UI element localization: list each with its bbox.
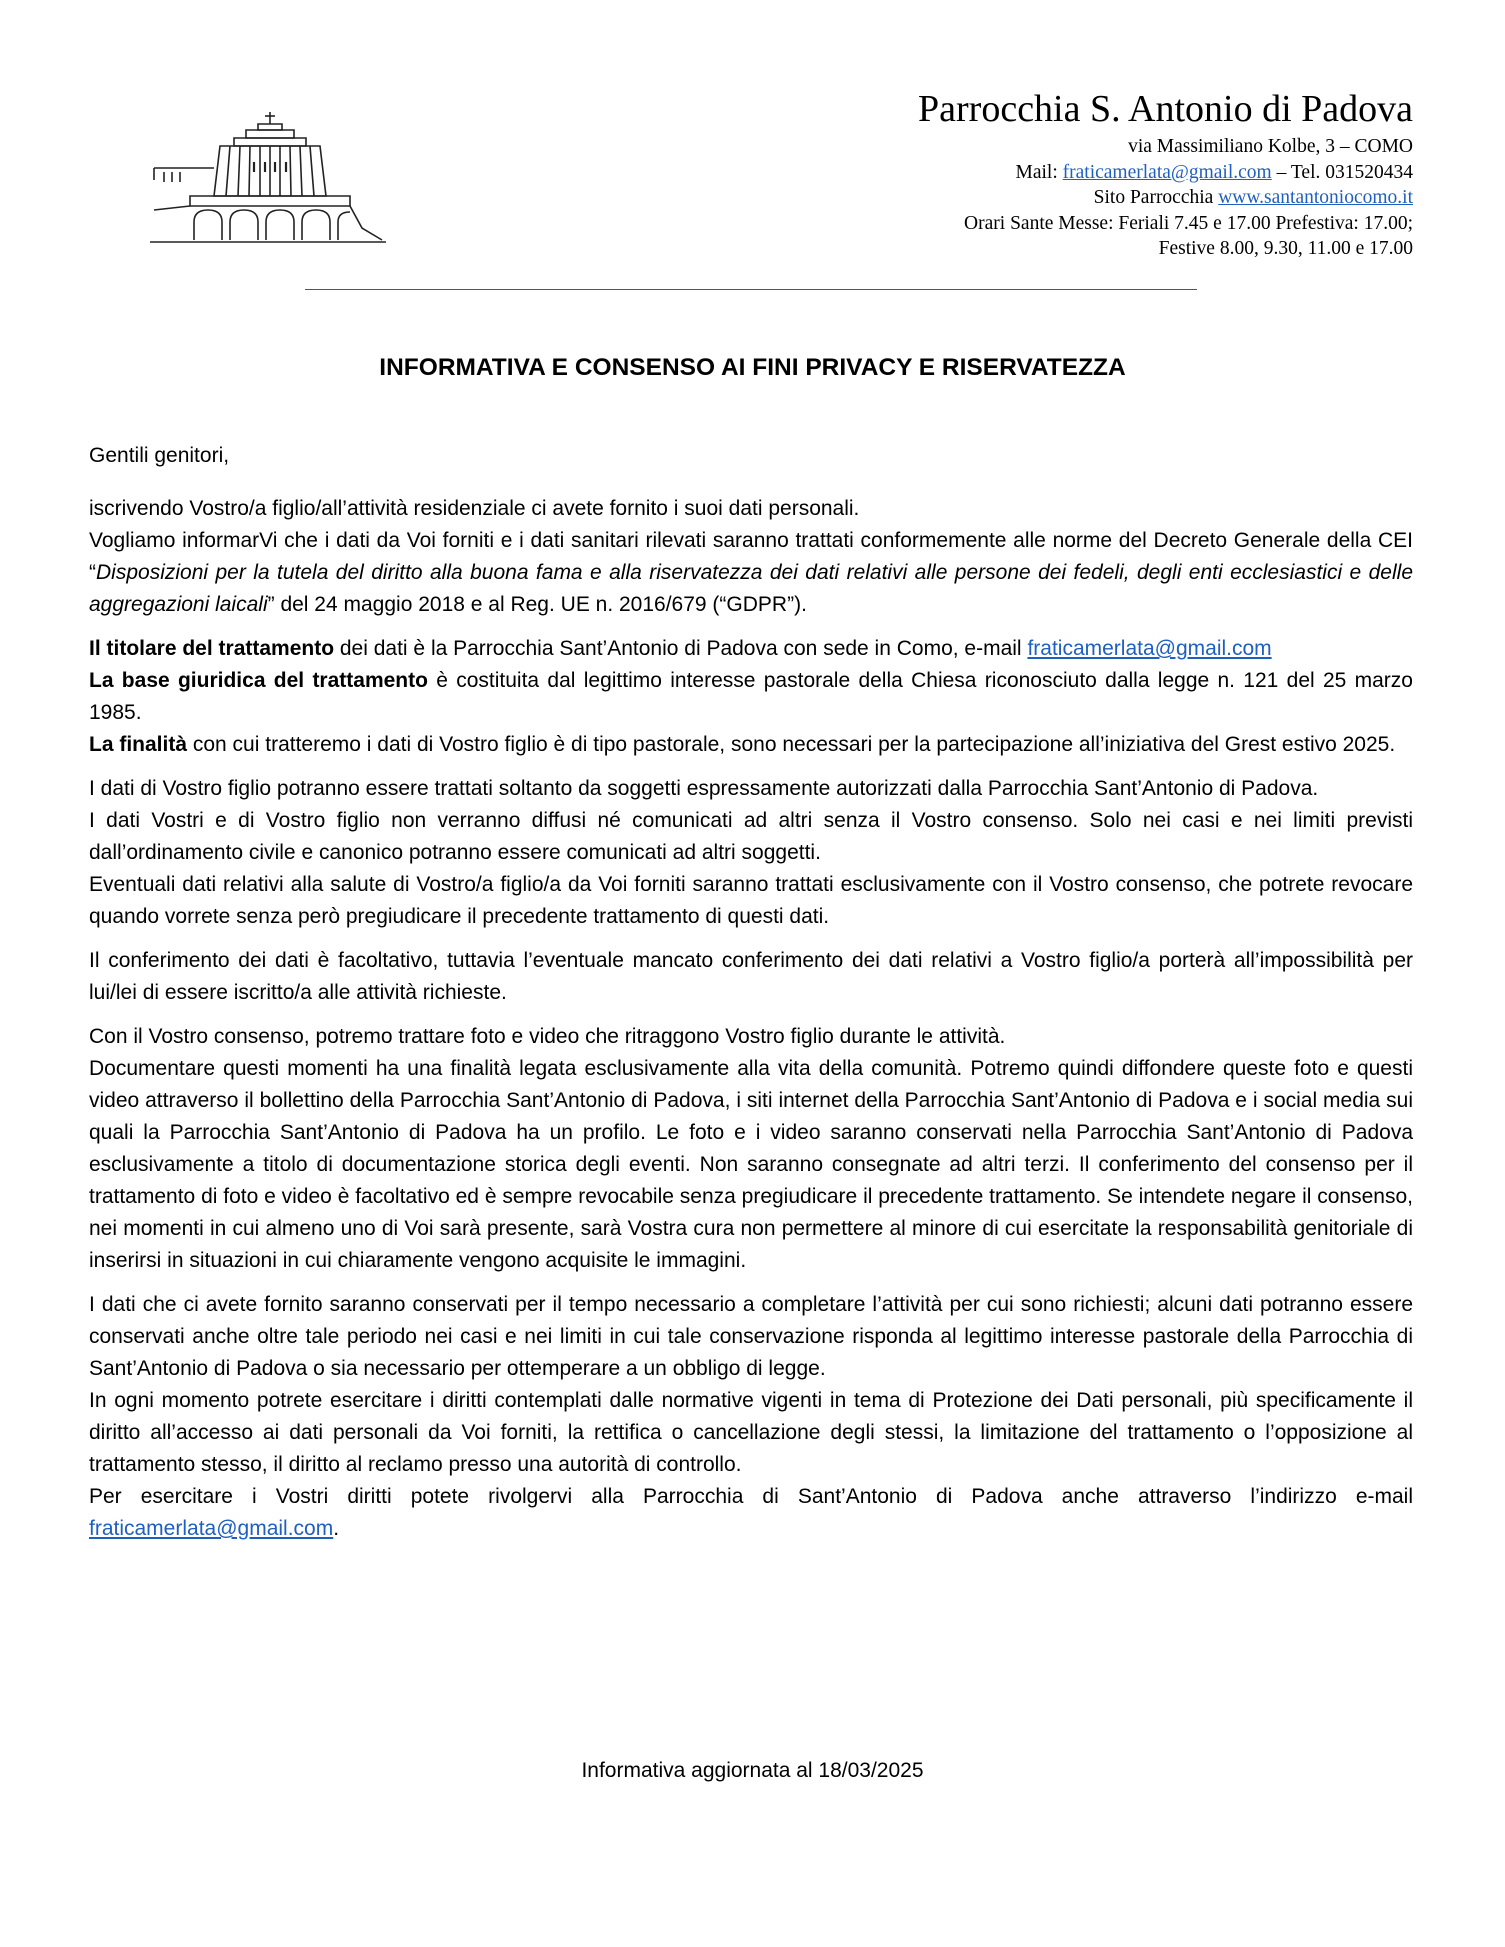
church-logo [150,110,390,245]
paragraph-intro-2 [89,525,1413,621]
contact-line [693,160,1413,186]
base-text: è costituita dal legittimo interesse pastorale della Chiesa riconosciuto dalla legge n. 121 del 25 marzo 1985. [89,669,1413,724]
spacer [89,1009,1413,1021]
paragraph-conferimento: Il conferimento dei dati è facoltativo, tuttavia l’eventuale mancato conferimento dei dati relativi a Vostro figlio/a porterà all’impossibilità per lui/lei di essere iscritto/a alle attività richieste. [89,949,1413,1004]
paragraph-diritti: In ogni momento potrete esercitare i diritti contemplati dalle normative vigenti in tema di Protezione dei Dati personali, più specificamente il diritto all’accesso ai dati personali da Voi forniti, la rettifica o cancellazione degli stessi, la limitazione del trattamento o l’opposizione al trattamento stesso, il diritto al reclamo presso una autorità di controllo. [89,1389,1413,1476]
parish-header [693,84,1413,262]
paragraph-base-giuridica [89,665,1413,729]
document-title: INFORMATIVA E CONSENSO AI FINI PRIVACY E RISERVATEZZA [379,354,1126,381]
salutation: Gentili genitori, [89,444,230,467]
paragraph-intro-1: iscrivendo Vostro/a figlio/all’attività residenziale ci avete fornito i suoi dati personali. [89,497,860,520]
mass-hours-line-1: Orari Sante Messe: Feriali 7.45 e 17.00 Prefestiva: 17.00; [964,212,1413,234]
mass-hours-line-2: Festive 8.00, 9.30, 11.00 e 17.00 [1158,238,1413,259]
decree-title: Disposizioni per la tutela del diritto alla buona fama e alla riservatezza dei dati relativi alle persone dei fedeli, degli enti ecclesiastici e delle aggregazioni laicali [89,561,1413,616]
base-label: La base giuridica del trattamento [89,669,428,692]
site-link[interactable]: www.santantoniocomo.it [1218,187,1413,208]
spacer [89,1277,1413,1289]
contatto-email-link[interactable]: fraticamerlata@gmail.com [89,1517,334,1540]
paragraph-foto-2: Documentare questi momenti ha una finalità legata esclusivamente alla vita della comunità. Potremo quindi diffondere queste foto e questi video attraverso il bollettino della Parrocchia Sant’Antonio di Padova, i siti internet della Parrocchia Sant’Antonio di Padova e i social media sui quali la Parrocchia Sant’Antonio di Padova ha un profilo. Le foto e i video saranno conservati nella Parrocchia Sant’Antonio di Padova esclusivamente a titolo di documentazione storica degli eventi. Non saranno consegnate ad altri terzi. Il conferimento del consenso per il trattamento di foto e video è facoltativo ed è sempre revocabile senza pregiudicare il precedente trattamento. Se intendete negare il consenso, nei momenti in cui almeno uno di Voi sarà presente, sarà Vostra cura non permettere al minore di cui esercitate la responsabilità genitoriale di inserirsi in situazioni in cui chiaramente vengono acquisite le immagini. [89,1057,1413,1272]
intro-text-a: Vogliamo informarVi che i dati da Voi forniti e i dati sanitari rilevati saranno trattati conformemente alle norme del Decreto Generale della CEI “ [89,529,1413,584]
titolare-label: Il titolare del trattamento [89,637,335,660]
contatto-text: Per esercitare i Vostri diritti potete rivolgervi alla Parrocchia di Sant’Antonio di Padova anche attraverso l’indirizzo e-mail [89,1485,1413,1508]
site-line [693,185,1413,211]
paragraph-diffusione: I dati Vostri e di Vostro figlio non verranno diffusi né comunicati ad altri senza il Vostro consenso. Solo nei casi e nei limiti previsti dall’ordinamento civile e canonico potranno essere comunicati ad altri soggetti. [89,809,1413,864]
paragraph-titolare [89,633,1413,665]
paragraph-salute: Eventuali dati relativi alla salute di Vostro/a figlio/a da Voi forniti saranno trattati esclusivamente con il Vostro consenso, che potrete revocare quando vorrete senza però pregiudicare il precedente trattamento di questi dati. [89,873,1413,928]
finalita-text: con cui tratteremo i dati di Vostro figlio è di tipo pastorale, sono necessari per la partecipazione all’iniziativa del Grest estivo 2025. [187,733,1396,756]
paragraph-foto-1: Con il Vostro consenso, potremo trattare foto e video che ritraggono Vostro figlio durante le attività. [89,1025,1006,1048]
paragraph-contatto [89,1481,1413,1545]
titolare-email-link[interactable]: fraticamerlata@gmail.com [1027,637,1272,660]
titolare-text: dei dati è la Parrocchia Sant’Antonio di Padova con sede in Como, e-mail [334,637,1028,660]
contatto-end: . [333,1517,340,1540]
intro-text-b: ” del 24 maggio 2018 e al Reg. UE n. 2016/679 (“GDPR”). [267,593,807,616]
paragraph-soggetti: I dati di Vostro figlio potranno essere trattati soltanto da soggetti espressamente autorizzati dalla Parrocchia Sant’Antonio di Padova. [89,777,1319,800]
document-body [89,440,1413,1545]
header-email-link[interactable]: fraticamerlata@gmail.com [1062,161,1272,183]
spacer [89,621,1413,633]
header-divider [305,289,1197,290]
spacer [89,472,1413,493]
paragraph-finalita [89,729,1413,761]
spacer [89,933,1413,945]
mail-label: Mail: [1015,161,1063,183]
finalita-label: La finalità [89,733,188,756]
paragraph-conservazione: I dati che ci avete fornito saranno conservati per il tempo necessario a completare l’attività per cui sono richiesti; alcuni dati potranno essere conservati anche oltre tale periodo nei casi e nei limiti in cui tale conservazione risponda al legittimo interesse pastorale della Parrocchia di Sant’Antonio di Padova o sia necessario per ottemperare a un obbligo di legge. [89,1293,1413,1380]
site-label: Sito Parrocchia [1093,187,1219,208]
spacer [89,761,1413,773]
update-note: Informativa aggiornata al 18/03/2025 [581,1759,924,1782]
tel-text: – Tel. 031520434 [1271,161,1413,183]
parish-name: Parrocchia S. Antonio di Padova [918,88,1413,130]
parish-address: via Massimiliano Kolbe, 3 – COMO [1128,136,1413,157]
